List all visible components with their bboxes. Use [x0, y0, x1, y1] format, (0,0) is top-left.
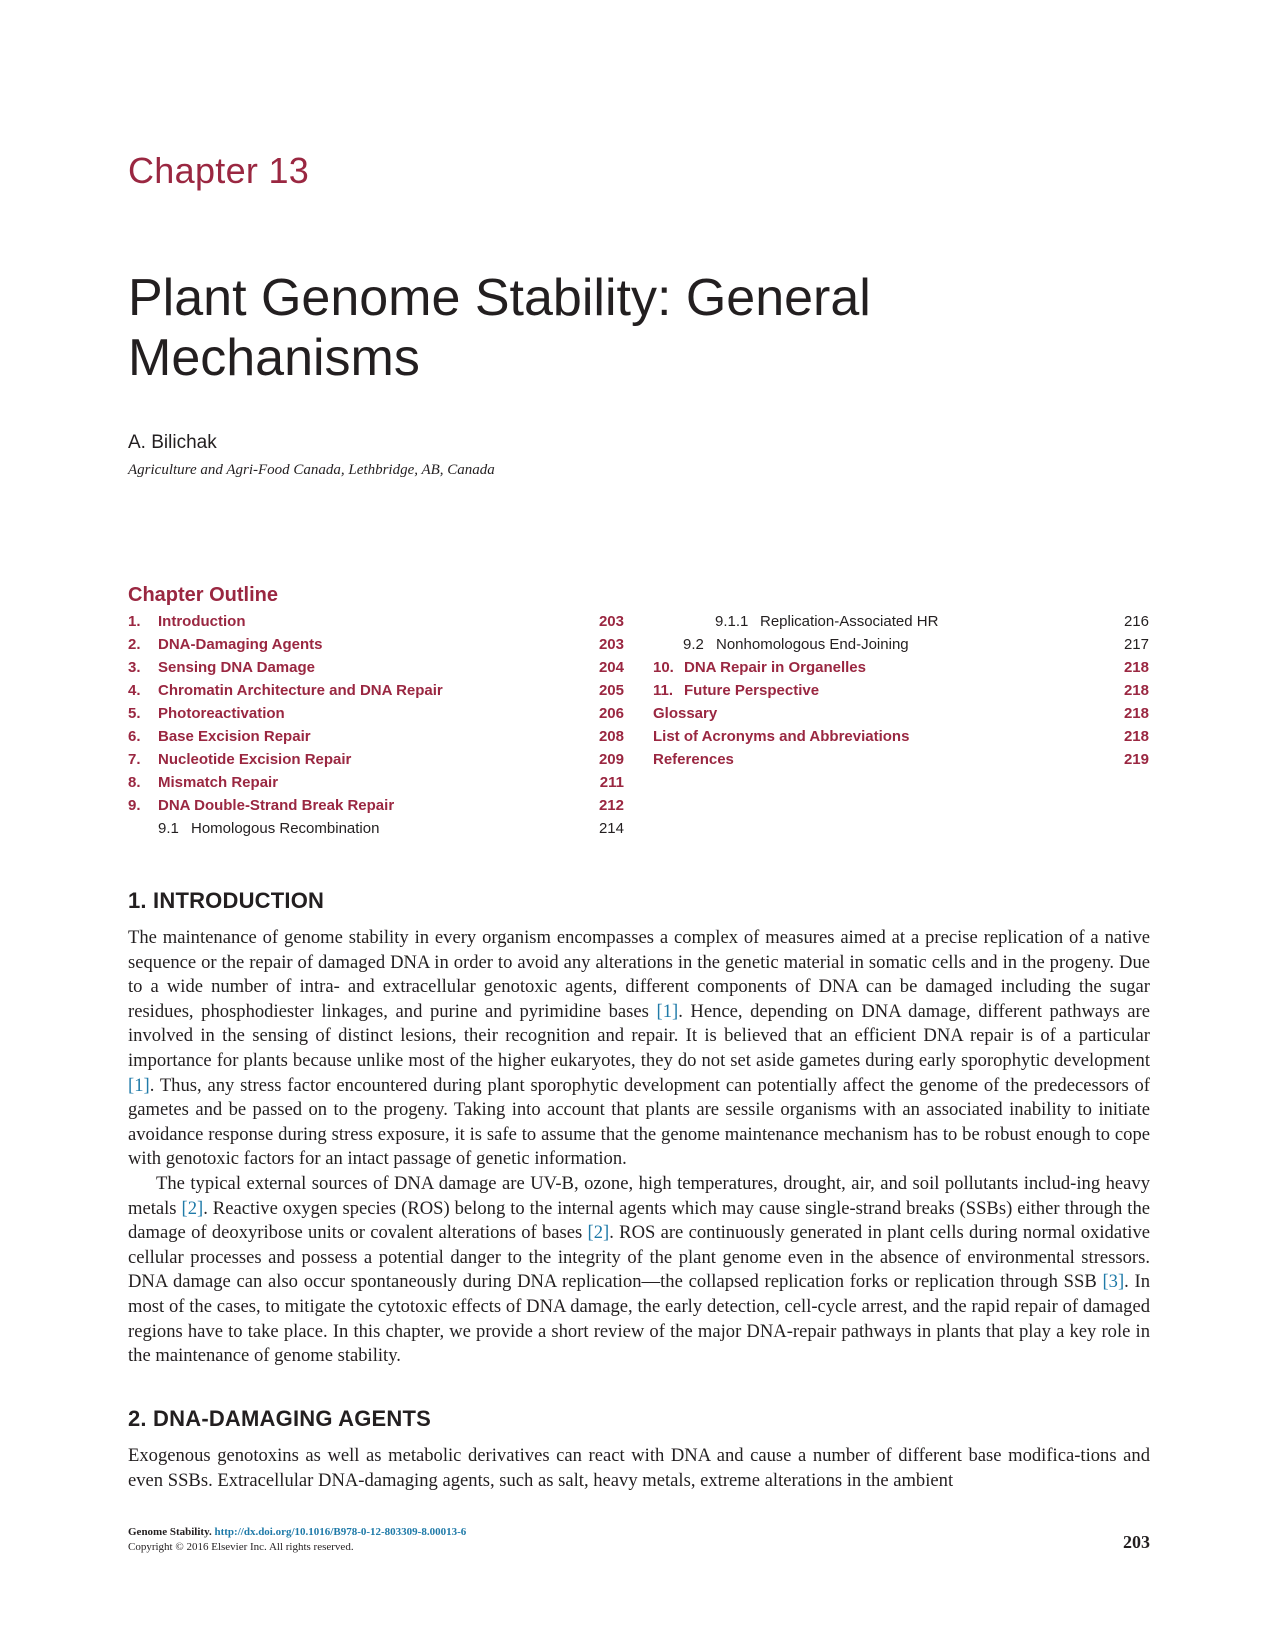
outline-entry-page: 218	[1123, 705, 1149, 722]
outline-entry-page: 219	[1123, 751, 1149, 768]
outline-entry-number: 5.	[128, 705, 141, 722]
outline-entry-page: 214	[598, 820, 624, 837]
outline-entry[interactable]	[128, 794, 624, 817]
outline-entry-number: 1.	[128, 613, 141, 630]
paragraph-text: The maintenance of genome stability in every organism encompasses a complex of measures aimed at a precise replication of a native sequence or the repair of damaged DNA in order to avoid any alterations in the genetic material in somatic cells and in the progeny. Due to a wide number of intra- and extracellular genotoxic agents, different components of DNA can be damaged including the sugar residues, phosphodiester linkages, and purine and pyrimidine bases	[128, 927, 1150, 1022]
section-heading-introduction: 1. INTRODUCTION	[128, 888, 325, 913]
outline-entry-number: 9.1.1	[715, 613, 749, 630]
outline-entry-label: DNA-Damaging Agents	[158, 636, 323, 653]
outline-entry-page: 208	[598, 728, 624, 745]
paragraph-text: The typical external sources of DNA damage are UV-B, ozone, high temperatures, drought, air, and soil pollutants includ-ing heavy metals	[128, 1172, 1150, 1219]
page-number: 203	[1123, 1532, 1150, 1552]
author-name: A. Bilichak	[128, 432, 217, 453]
outline-entry-page: 203	[598, 636, 624, 653]
footer-doi-link[interactable]: http://dx.doi.org/10.1016/B978-0-12-803309-8.00013-6	[214, 1526, 467, 1538]
dna-damaging-agents-paragraph-1: Exogenous genotoxins as well as metabolic derivatives can react with DNA and cause a number of different base modifica-tions and even SSBs. Extracellular DNA-damaging agents, such as salt, heavy metals, extreme alterations in the ambient	[128, 1445, 1150, 1491]
outline-entry-page: 216	[1123, 613, 1149, 630]
citation-link[interactable]: [1]	[128, 1074, 150, 1096]
chapter-outline-heading: Chapter Outline	[128, 584, 279, 606]
outline-entry[interactable]	[128, 679, 624, 702]
outline-entry[interactable]	[653, 748, 1149, 771]
outline-entry-number: 6.	[128, 728, 141, 745]
introduction-paragraph-2	[128, 1172, 1150, 1369]
outline-left-column	[128, 610, 624, 840]
section-heading-dna-damaging-agents: 2. DNA-DAMAGING AGENTS	[128, 1406, 432, 1431]
outline-entry-label: List of Acronyms and Abbreviations	[653, 728, 910, 745]
outline-entry-page: 217	[1123, 636, 1149, 653]
introduction-body	[128, 926, 1150, 1369]
outline-entry-number: 4.	[128, 682, 141, 699]
outline-entry-label: Photoreactivation	[158, 705, 285, 722]
citation-link[interactable]: [3]	[1102, 1271, 1125, 1293]
outline-entry[interactable]	[128, 610, 624, 633]
citation-link[interactable]: [2]	[587, 1222, 610, 1244]
outline-entry-page: 206	[598, 705, 624, 722]
outline-entry-label: Future Perspective	[684, 682, 820, 699]
chapter-title-line-1: Plant Genome Stability: General	[128, 269, 871, 327]
paragraph-text: . Thus, any stress factor encountered during plant sporophytic development can potentially affect the genome of the predecessors of gametes and be passed on to the progeny. Taking into account that plants are sessile organisms with an associated inability to initiate avoidance response during stress exposure, it is safe to assume that the genome maintenance mechanism has to be robust enough to cope with genotoxic factors for an intact passage of genetic information.	[128, 1074, 1150, 1170]
author-affiliation: Agriculture and Agri-Food Canada, Lethbridge, AB, Canada	[128, 462, 495, 478]
paragraph-text: . Hence, depending on DNA damage, different pathways are involved in the sensing of distinct lesions, their recognition and repair. It is believed that an efficient DNA repair is of a particular importance for plants because unlike most of the higher eukaryotes, they do not set aside gametes during early sporophytic development	[128, 1000, 1150, 1071]
outline-entry-label: Replication-Associated HR	[760, 613, 939, 630]
outline-entry-number: 9.	[128, 797, 141, 814]
outline-entry[interactable]	[128, 725, 624, 748]
outline-entry-page: 209	[598, 751, 624, 768]
chapter-label: Chapter 13	[128, 150, 310, 191]
citation-link[interactable]: [2]	[181, 1197, 204, 1219]
outline-entry-page: 211	[599, 774, 624, 791]
outline-entry[interactable]	[128, 817, 624, 840]
outline-entry-label: DNA Double-Strand Break Repair	[158, 797, 395, 814]
outline-entry-label: Nonhomologous End-Joining	[716, 636, 909, 653]
outline-entry[interactable]	[653, 679, 1149, 702]
outline-entry[interactable]	[653, 633, 1149, 656]
page-footer	[128, 1525, 466, 1555]
outline-entry-number: 10.	[653, 659, 674, 676]
outline-entry-number: 7.	[128, 751, 141, 768]
paragraph-text: . In most of the cases, to mitigate the cytotoxic effects of DNA damage, the early detection, cell-cycle arrest, and the rapid repair of damaged regions have to take place. In this chapter, we provide a short review of the major DNA-repair pathways in plants that play a key role in the maintenance of genome stability.	[128, 1271, 1150, 1367]
outline-entry[interactable]	[128, 748, 624, 771]
outline-entry-label: Base Excision Repair	[158, 728, 311, 745]
outline-entry-label: Glossary	[653, 705, 718, 722]
outline-entry-page: 204	[598, 659, 624, 676]
outline-entry[interactable]	[128, 633, 624, 656]
outline-entry-number: 2.	[128, 636, 141, 653]
paragraph-text: . ROS are continuously generated in plant cells during normal oxidative cellular processes and possess a potential danger to the integrity of the plant genome even in the absence of environmental stressors. DNA damage can also occur spontaneously during DNA replication—the collapsed replication forks or replication through SSB	[128, 1222, 1150, 1293]
citation-link[interactable]: [1]	[656, 1000, 679, 1022]
outline-entry-label: References	[653, 751, 734, 768]
outline-entry-number: 9.2	[683, 636, 704, 653]
chapter-title-line-2: Mechanisms	[128, 329, 420, 387]
outline-entry-label: Introduction	[158, 613, 246, 630]
outline-entry-number: 3.	[128, 659, 141, 676]
outline-entry[interactable]	[653, 702, 1149, 725]
outline-entry[interactable]	[128, 656, 624, 679]
outline-entry-label: Sensing DNA Damage	[158, 659, 315, 676]
outline-entry-page: 218	[1123, 682, 1149, 699]
outline-entry[interactable]	[653, 656, 1149, 679]
outline-entry-page: 205	[598, 682, 624, 699]
outline-entry-page: 218	[1123, 659, 1149, 676]
outline-entry-number: 8.	[128, 774, 141, 791]
outline-entry[interactable]	[653, 610, 1149, 633]
dna-damaging-agents-body	[128, 1444, 1150, 1493]
outline-entry[interactable]	[128, 702, 624, 725]
outline-entry-label: Chromatin Architecture and DNA Repair	[158, 682, 443, 699]
introduction-paragraph-1	[128, 926, 1150, 1172]
footer-copyright: Copyright © 2016 Elsevier Inc. All rights reserved.	[128, 1541, 354, 1553]
chapter-title	[128, 268, 1028, 388]
paragraph-text: . Reactive oxygen species (ROS) belong to the internal agents which may cause single-strand breaks (SSBs) either through the damage of deoxyribose units or covalent alterations of bases	[128, 1197, 1151, 1244]
outline-entry-page: 203	[598, 613, 624, 630]
outline-entry-label: DNA Repair in Organelles	[684, 659, 866, 676]
outline-entry-page: 212	[598, 797, 624, 814]
outline-right-column	[653, 610, 1149, 771]
outline-entry-number: 9.1	[158, 820, 179, 837]
outline-entry[interactable]	[653, 725, 1149, 748]
footer-journal-name: Genome Stability.	[128, 1526, 212, 1538]
outline-entry[interactable]	[128, 771, 624, 794]
outline-entry-label: Homologous Recombination	[191, 820, 380, 837]
outline-entry-label: Nucleotide Excision Repair	[158, 751, 352, 768]
outline-entry-number: 11.	[653, 682, 674, 699]
outline-entry-page: 218	[1123, 728, 1149, 745]
outline-entry-label: Mismatch Repair	[158, 774, 279, 791]
